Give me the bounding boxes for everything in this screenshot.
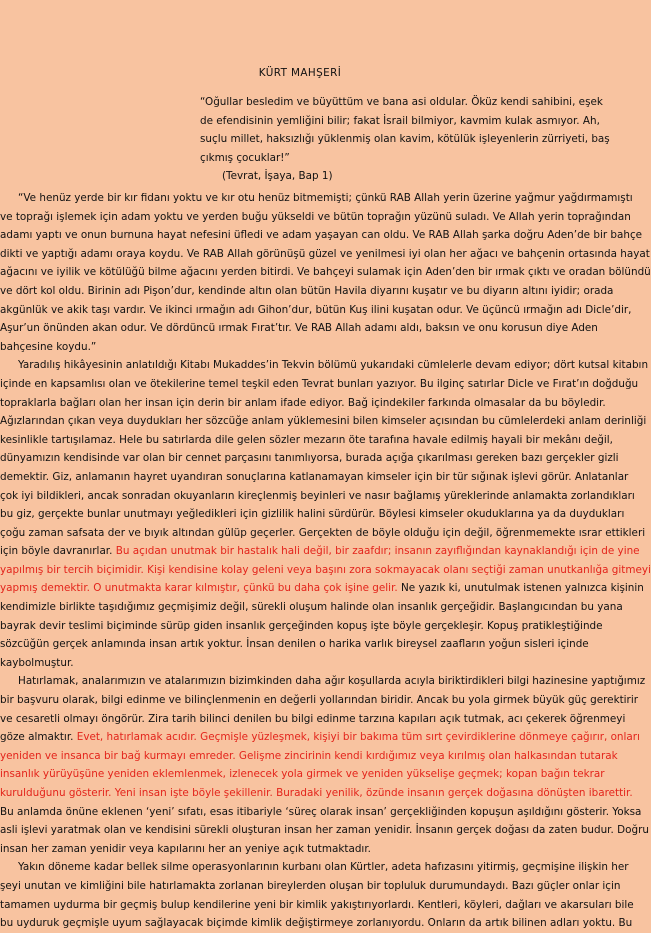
- paragraph-line: [0, 338, 600, 357]
- text-segment: Ağızlarından çıkan veya duydukları her sözcüğe anlam yüklemesini bilen kimseler açısından bu cümlelerdeki anlam derinliği: [0, 415, 647, 428]
- paragraph-line: [0, 784, 633, 803]
- text-segment: Yaradılış hikâyesinin anlatıldığı Kitabı Mukaddes’in Tekvin bölümü yukarıdaki cümlelerle devam ediyor; dört kutsal kitabın: [18, 359, 649, 372]
- text-segment: “Ve henüz yerde bir kır fidanı yoktu ve kır otu henüz bitmemişti; çünkü RAB Allah yerin üzerine yağmur yağdırmamıştı: [18, 192, 633, 204]
- highlighted-text: kurulduğunu gösterir. Yeni insan işte böyle şekillenir. Buradaki yenilik, özünde insanın gerçek doğasına dönüşten ibarettir.: [0, 787, 633, 799]
- text-segment: Aşur’un önünden akan odur. Ve dördüncü ırmak Fırat’tır. Ve RAB Allah adamı aldı, baksın ve onu korusun diye Aden: [0, 322, 598, 335]
- paragraph-line: [0, 672, 646, 691]
- paragraph-line: [0, 189, 633, 208]
- paragraph-line: [0, 468, 629, 487]
- epigraph-quote: [200, 93, 610, 186]
- text-segment: bu uyduruk geçmişle uyum sağlayacak biçimde kimlik değiştirmeye zorlanıyordu. Onların da artık bilinen adları yoktu. Bu: [0, 917, 633, 930]
- epigraph-line: “Oğullar besledim ve büyüttüm ve bana asi oldular. Öküz kendi sahibini, eşek: [200, 96, 603, 108]
- paragraph-line: [0, 914, 633, 933]
- epigraph-line: çıkmış çocuklar!”: [200, 151, 290, 164]
- text-segment: Ne yazık ki, unutulmak istenen yalnızca kişinin: [397, 582, 644, 595]
- text-segment: dünyamızın kendisinde var olan bir cennet parçasını tanımlıyorsa, burada açığa çıkarılması gereken bazı gerçekler gizli: [0, 452, 619, 465]
- paragraph-line: [0, 747, 618, 766]
- paragraph-line: [0, 356, 649, 375]
- text-segment: demektir. Giz, anlamanın hayret uyandıran sonuçlarına katlanamayan kimseler için bir tür sığınak işlevi görür. Anlatanlar: [0, 470, 629, 483]
- paragraph-line: [0, 803, 642, 822]
- paragraph: [0, 672, 649, 858]
- paragraph-line: [0, 728, 640, 747]
- paragraph-line: [0, 542, 640, 561]
- text-segment: kesinlikle tartışılamaz. Hele bu satırlarda dile gelen sözler mezarın öte tarafına havale edilmiş hayali bir mekânı değil,: [0, 433, 613, 446]
- paragraph-line: [0, 245, 650, 264]
- epigraph-line: suçlu millet, haksızlığı yüklenmiş olan kavim, kötülük işleyenlerin zürriyeti, baş: [200, 133, 610, 146]
- highlighted-text: yapılmış bir tercih biçimidir. Kişi kendisine kolay geleni veya başını zora sokmayacak olanı seçtiği zaman unutkanlığa gitmeyi: [0, 563, 651, 576]
- highlighted-text: Bu açıdan unutmak bir hastalık hali değil, bir zaafdır; insanın zayıflığından kaynaklandığı için de yine: [115, 545, 640, 558]
- text-segment: Bu anlamda önüne eklenen ‘yeni’ sıfatı, esas itibariyle ‘süreç olarak insan’ gerçekliğinden kopuşun aşıldığını gösterir. Yoksa: [0, 805, 642, 818]
- paragraph-line: [0, 208, 631, 227]
- text-segment: Hatırlamak, analarımızın ve atalarımızın bizimkinden daha ağır koşullarda acıyla biriktirdikleri bilgi hazinesine yaptığımız: [18, 675, 646, 688]
- text-segment: bahçesine koydu.”: [0, 340, 97, 353]
- paragraph-line: [0, 431, 613, 450]
- text-segment: ve dört kol oldu. Birinin adı Pişon’dur, kendinde altın olan bütün Havila diyarını kuşatır ve bu diyarın altını iyidir; orada: [0, 284, 614, 297]
- text-segment: çok iyi bildikleri, ancak sonradan okuyanların kireçlenmiş beyinleri ve nasır bağlamış yüreklerinde anlamakta zorlandıkları: [0, 489, 635, 502]
- paragraph-line: [0, 301, 632, 320]
- text-segment: adamı yaptı ve onun burnuna hayat nefesini üfledi ve adam yaşayan can oldu. Ve RAB Allah şarka doğru Aden’de bir bahçe: [0, 229, 643, 242]
- paragraph-line: [0, 226, 643, 245]
- text-segment: kaybolmuştur.: [0, 656, 74, 669]
- text-segment: ve cesaretli olmayı öngörür. Zira tarih bilinci denilen bu bilgi edinme tarzına kapıları açık tutmak, acı çekerek öğrenmeyi: [0, 712, 626, 725]
- text-segment: bir başvuru olarak, bilgi edinme ve bilinçlenmenin en değerli yollarından biridir. Ancak bu yola girmek büyük güç gerektirir: [0, 694, 638, 707]
- paragraph-line: [0, 821, 649, 840]
- text-segment: ağacını ve iyilik ve kötülüğü bilme ağacını yerden bitirdi. Ve bahçeyi sulamak için Aden’den bir ırmak çıktı ve oradan bölündü: [0, 266, 651, 279]
- paragraph-line: [0, 579, 644, 598]
- highlighted-text: Evet, hatırlamak acıdır. Geçmişle yüzleşmek, kişiyi bir bakıma tüm sırt çevirdiklerine dönmeye çağırır, onları: [76, 731, 640, 744]
- paragraph-line: [0, 617, 603, 636]
- epigraph-line: de efendisinin yemliğini bilir; fakat İsrail bilmiyor, kavmim kulak asmıyor. Ah,: [200, 114, 600, 127]
- paragraph-line: [0, 710, 626, 729]
- paragraph-line: [0, 282, 614, 301]
- paragraph-line: [0, 263, 651, 282]
- paragraph-line: [0, 319, 600, 338]
- text-segment: çoğu zaman safsata der ve bıyık altından gülüp geçerler. Gerçekten de böyle olduğu için değil, öğrenmemekte ısrar ettikleri: [0, 526, 646, 539]
- text-segment: göze almaktır.: [0, 731, 77, 744]
- document-title: KÜRT MAHŞERİ: [258, 67, 342, 79]
- text-segment: şeyi unutan ve kimliğini bile hatırlamakta zorlanan bireylerden oluşan bir topluluk durumundaydı. Bazı güçler onlar için: [0, 879, 621, 892]
- highlighted-text: insanlık yürüyüşüne yeniden eklemlenmek, izlenecek yola girmek ve yeniden yükselişe geçmek; kopan bağın tekrar: [0, 768, 605, 781]
- epigraph-source: (Tevrat, İşaya, Bap 1): [222, 170, 333, 183]
- text-segment: sözcüğün gerçek anlamında insan artık yoktur. İnsan denilen o harika varlık bireysel zaafların yoğun sisleri içinde: [0, 638, 589, 651]
- paragraph-line: [0, 598, 623, 617]
- body-text: [0, 189, 651, 933]
- paragraph-line: [0, 524, 646, 543]
- paragraph-line: [0, 877, 621, 896]
- paragraph-line: [0, 765, 605, 784]
- text-segment: için böyle davranırlar.: [0, 545, 116, 558]
- paragraph-line: [0, 635, 600, 654]
- paragraph-line: [0, 691, 638, 710]
- paragraph: [0, 189, 651, 356]
- paragraph-line: [0, 375, 639, 394]
- text-segment: tamamen uydurma bir geçmiş bulup kendilerine yeni bir kimlik yakıştırıyorlardı. Kentleri, köyleri, dağları ve akarsuları bile: [0, 898, 634, 911]
- paragraph: [0, 356, 651, 672]
- text-segment: kendimizle birlikte taşıdığımız geçmişimiz değil, sürekli oluşum halinde olan insanlık gerçeğidir. Başlangıcından bu yana: [0, 601, 623, 614]
- paragraph-line: [0, 394, 606, 413]
- paragraph-line: [0, 654, 600, 673]
- text-segment: dikti ve yaptığı adamı oraya koydu. Ve RAB Allah görünüşü güzel ve yenilmesi iyi olan her ağacı ve bahçenin ortasında hayat: [0, 247, 650, 260]
- text-segment: akgünlük ve akik taşı vardır. Ve ikinci ırmağın adı Gihon’dur, bütün Kuş ilini kuşatan odur. Ve üçüncü ırmağın adı Dicle’dir,: [0, 303, 632, 316]
- paragraph-line: [0, 449, 619, 468]
- text-segment: ve toprağı işlemek için adam yoktu ve yerden buğu yükseldi ve bütün toprağın yüzünü suladı. Ve Allah yerin toprağından: [0, 210, 631, 223]
- paragraph-line: [0, 505, 625, 524]
- paragraph-line: [0, 487, 635, 506]
- text-segment: topraklarla bağları olan her insan için derin bir anlam ifade ediyor. Bağ içindekiler farkında olmasalar da bu böyledir.: [0, 396, 606, 409]
- text-segment: asli işlevi yaratmak olan ve kendisini sürekli oluşturan insan her zaman yenidir. İnsanın gerçek doğası da zaten budur. Doğru: [0, 824, 649, 837]
- paragraph-line: [0, 840, 600, 859]
- text-segment: bu giz, gerçekte bunlar unutmayı yeğledikleri için gizlilik halini sürdürür. Böylesi kimseler okuduklarına ya da duydukları: [0, 508, 625, 521]
- paragraph: [0, 858, 634, 932]
- text-segment: içinde en kapsamlısı olan ve ötekilerine temel teşkil eden Tevrat bunları yazıyor. Bu ilginç satırlar Dicle ve Fırat’ın doğduğu: [0, 377, 639, 390]
- paragraph-line: [0, 858, 629, 877]
- text-segment: bayrak devir teslimi biçiminde sürüp giden insanlık gerçeğinden kopuş işte böyle gerçekleşir. Kopuş pratikleştiğinde: [0, 619, 603, 632]
- text-segment: insan her zaman yenidir veya kapılarını her an yeniye açık tutmaktadır.: [0, 842, 371, 855]
- paragraph-line: [0, 561, 651, 580]
- paragraph-line: [0, 412, 647, 431]
- paragraph-line: [0, 896, 634, 915]
- highlighted-text: yapmış demektir. O unutmakta karar kılmıştır, çünkü bu daha çok işine gelir.: [0, 582, 398, 595]
- text-segment: Yakın döneme kadar bellek silme operasyonlarının kurbanı olan Kürtler, adeta hafızasını yitirmiş, geçmişine ilişkin her: [18, 861, 629, 874]
- highlighted-text: yeniden ve insanca bir bağ kurmayı emreder. Gelişme zincirinin kendi kırdığımız veya kırılmış olan halkasından tutarak: [0, 749, 618, 762]
